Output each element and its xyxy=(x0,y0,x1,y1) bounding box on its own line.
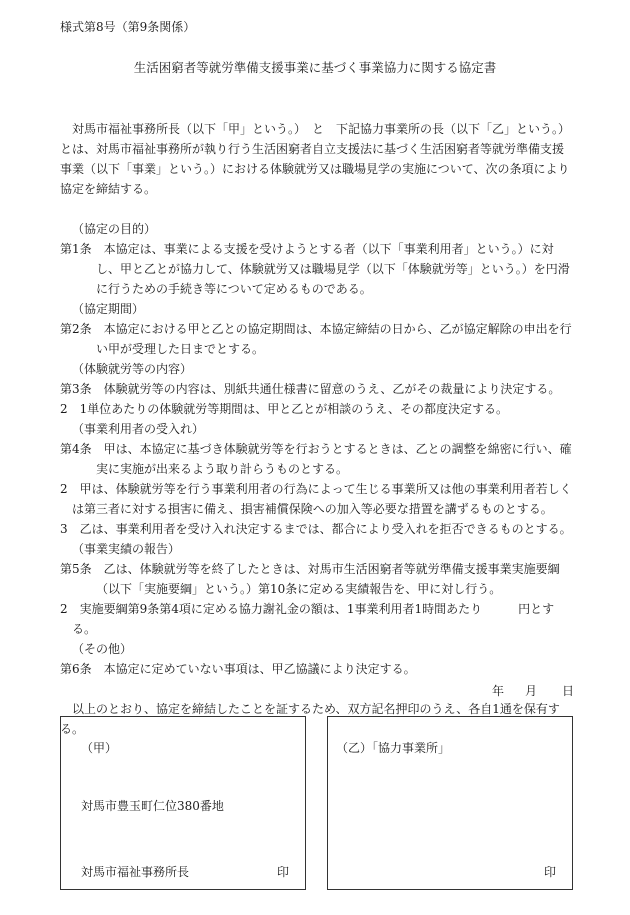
section-heading: （事業利用者の受入れ） xyxy=(72,422,205,436)
article-5-para-2: 2 実施要綱第9条第4項に定める協力謝礼金の額は、1事業利用者1時間あたり 円とする。 xyxy=(60,602,555,636)
article-4: 第4条 甲は、本協定に基づき体験就労等を行おうとするときは、乙との調整を綿密に行い、確実に実施が出来るよう取り計らうものとする。 xyxy=(60,442,572,476)
document-body xyxy=(60,119,575,739)
section-heading: （協定期間） xyxy=(72,302,145,316)
document-title: 生活困窮者等就労準備支援事業に基づく事業協力に関する協定書 xyxy=(133,60,497,75)
preamble: 対馬市福祉事務所長（以下「甲」という。） と 下記協力事業所の長（以下「乙」という。）とは、対馬市福祉事務所が執り行う生活困窮者自立支援法に基づく生活困窮者等就労準備支援事業（以下「事業」という。）における体験就労又は職場見学の実施について、次の条項により協定を締結する。 xyxy=(60,122,571,196)
article-2: 第2条 本協定における甲と乙との協定期間は、本協定締結の日から、乙が協定解除の申出を行い甲が受理した日までとする。 xyxy=(60,322,572,356)
section-period xyxy=(60,299,575,359)
section-report xyxy=(60,539,575,639)
party-a-label: （甲） xyxy=(81,741,118,755)
section-heading: （事業実績の報告） xyxy=(72,542,181,556)
section-acceptance xyxy=(60,419,575,539)
party-b-box xyxy=(327,716,573,890)
date-month: 月 xyxy=(525,684,538,698)
party-a-name: 対馬市福祉事務所長 xyxy=(81,865,190,879)
section-content xyxy=(60,359,575,419)
article-5: 第5条 乙は、体験就労等を終了したときは、対馬市生活困窮者等就労準備支援事業実施要綱（以下「実施要綱」という。）第10条に定める実績報告を、甲に対し行う。 xyxy=(60,562,560,596)
party-b-label: （乙）「協力事業所」 xyxy=(336,741,451,755)
article-4-para-3: 3 乙は、事業利用者を受け入れ決定するまでは、都合により受入れを拒否できるものとする。 xyxy=(60,522,572,536)
article-6: 第6条 本協定に定めていない事項は、甲乙協議により決定する。 xyxy=(60,662,416,676)
form-number: 様式第8号（第9条関係） xyxy=(60,20,196,34)
section-other xyxy=(60,639,575,679)
party-a-seal: 印 xyxy=(276,865,289,879)
party-a-box xyxy=(60,716,306,890)
closing-statement: 以上のとおり、協定を締結したことを証するため、双方記名押印のうえ、各自1通を保有する。 xyxy=(60,702,560,736)
date-day: 日 xyxy=(562,684,575,698)
section-heading: （その他） xyxy=(72,642,133,656)
section-purpose xyxy=(60,219,575,299)
article-3: 第3条 体験就労等の内容は、別紙共通仕様書に留意のうえ、乙がその裁量により決定する。 xyxy=(60,382,561,396)
date-year: 年 xyxy=(492,684,505,698)
article-4-para-2: 2 甲は、体験就労等を行う事業利用者の行為によって生じる事業所又は他の事業利用者若しくは第三者に対する損害に備え、損害補償保険への加入等必要な措置を講ずるものとする。 xyxy=(60,482,572,516)
section-heading: （協定の目的） xyxy=(72,222,157,236)
article-3-para-2: 2 1単位あたりの体験就労等期間は、甲と乙とが相談のうえ、その都度決定する。 xyxy=(60,402,508,416)
section-heading: （体験就労等の内容） xyxy=(72,362,193,376)
article-1: 第1条 本協定は、事業による支援を受けようとする者（以下「事業利用者」という。）に対し、甲と乙とが協力して、体験就労又は職場見学（以下「体験就労等」という。）を円滑に行うための手続き等について定めるものである。 xyxy=(60,242,570,296)
party-b-seal: 印 xyxy=(543,865,556,879)
party-a-address: 対馬市豊玉町仁位380番地 xyxy=(81,799,224,813)
